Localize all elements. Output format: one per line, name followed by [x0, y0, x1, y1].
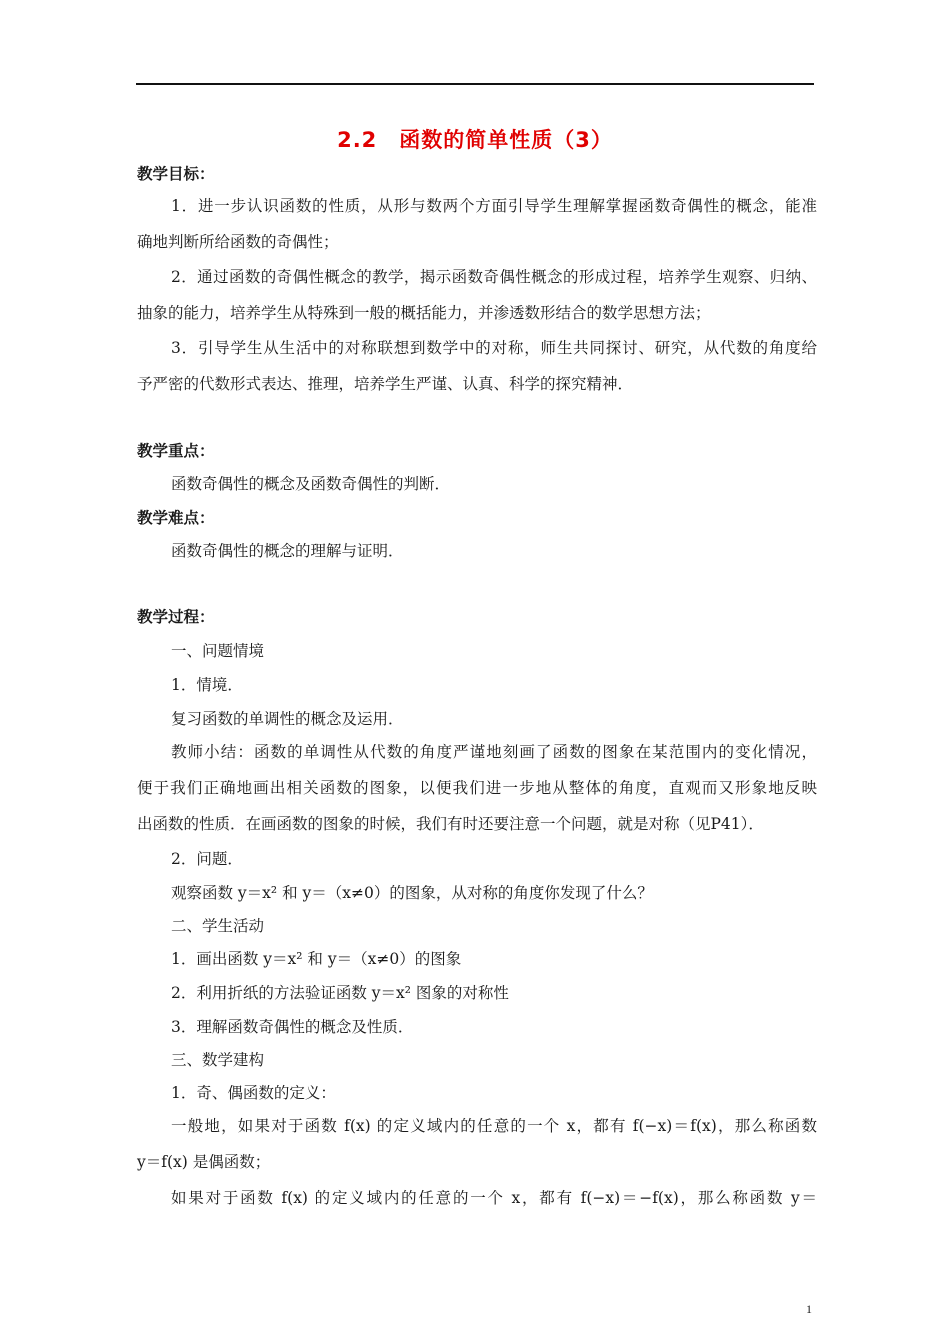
key-points-text: 函数奇偶性的概念及函数奇偶性的判断． — [171, 475, 451, 493]
goal-3-line-1: 3．引导学生从生活中的对称联想到数学中的对称，师生共同探讨、研究，从代数的角度给 — [171, 339, 817, 357]
goal-1-line-2: 确地判断所给函数的奇偶性； — [137, 233, 339, 251]
difficulties-text: 函数奇偶性的概念的理解与证明． — [171, 542, 404, 560]
process-line: 1．奇、偶函数的定义： — [171, 1084, 336, 1102]
process-line: 一般地，如果对于函数 f(x) 的定义域内的任意的一个 x，都有 f(−x)＝f(x)，那么称函数 — [171, 1117, 817, 1135]
process-line: 出函数的性质．在画函数的图象的时候，我们有时还要注意一个问题，就是对称（见P41）． — [137, 815, 764, 833]
goals-heading: 教学目标： — [137, 165, 215, 183]
process-line: 3．理解函数奇偶性的概念及性质． — [171, 1018, 414, 1036]
goal-2-line-1: 2．通过函数的奇偶性概念的教学，揭示函数奇偶性概念的形成过程，培养学生观察、归纳、 — [171, 268, 817, 286]
goal-2-line-2: 抽象的能力，培养学生从特殊到一般的概括能力，并渗透数形结合的数学思想方法； — [137, 304, 711, 322]
process-line: 复习函数的单调性的概念及运用． — [171, 710, 404, 728]
process-line: 便于我们正确地画出相关函数的图象，以便我们进一步地从整体的角度，直观而又形象地反映 — [137, 779, 817, 797]
process-line: 三、数学建构 — [171, 1051, 265, 1069]
process-line: y＝f(x) 是偶函数； — [137, 1153, 271, 1171]
process-line: 一、问题情境 — [171, 642, 265, 660]
process-line: 2．利用折纸的方法验证函数 y＝x² 图象的对称性 — [171, 984, 509, 1002]
goal-3-line-2: 予严密的代数形式表达、推理，培养学生严谨、认真、科学的探究精神． — [137, 375, 634, 393]
difficulties-heading: 教学难点： — [137, 509, 215, 527]
process-line: 二、学生活动 — [171, 917, 265, 935]
process-line: 教师小结：函数的单调性从代数的角度严谨地刻画了函数的图象在某范围内的变化情况， — [171, 743, 817, 761]
goal-1-line-1: 1．进一步认识函数的性质，从形与数两个方面引导学生理解掌握函数奇偶性的概念，能准 — [171, 197, 817, 215]
process-line: 2．问题． — [171, 850, 243, 868]
process-line: 1．画出函数 y＝x² 和 y＝（x≠0）的图象 — [171, 950, 462, 968]
process-heading: 教学过程： — [137, 608, 215, 626]
process-line: 1．情境． — [171, 676, 243, 694]
process-line: 观察函数 y＝x² 和 y＝（x≠0）的图象，从对称的角度你发现了什么？ — [171, 884, 653, 902]
key-points-heading: 教学重点： — [137, 442, 215, 460]
page-title: 2.2 函数的简单性质（3） — [337, 128, 613, 152]
page-number: 1 — [806, 1302, 812, 1316]
process-line: 如果对于函数 f(x) 的定义域内的任意的一个 x，都有 f(−x)＝−f(x)，那么称函数 y＝ — [171, 1189, 817, 1207]
header-rule — [136, 83, 814, 85]
